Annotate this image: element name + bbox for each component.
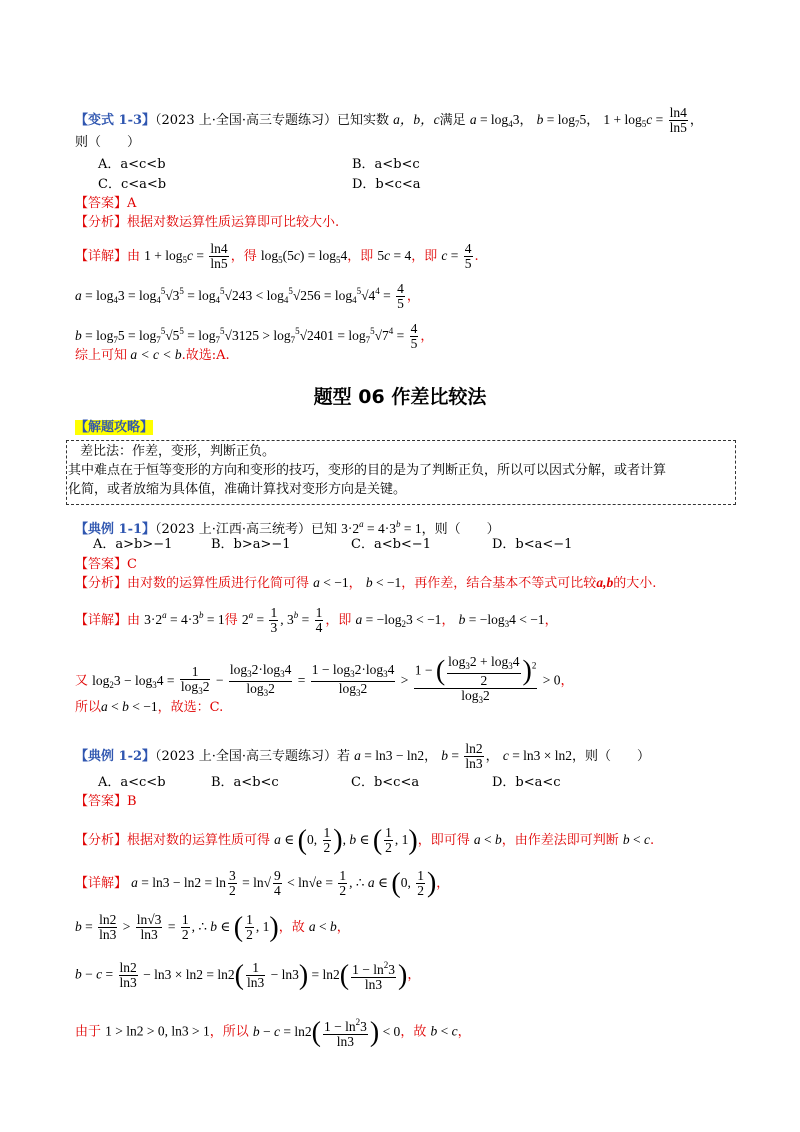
option-c-ex12: C．b<c<a [351, 775, 420, 790]
answer-ex12: 【答案】B [75, 794, 137, 809]
detail-ex12-line2: b = $\frac{\ln 2}{\ln 3}$ > $\frac{\ln√3}{\ln 3}$ = $\frac{1}{2}$ , ∴ b ∈ ( $\frac{1}{2}$ , 1)，故 a < b， [75, 911, 350, 943]
detail-ex12-line1: 【详解】 a = ln3 − ln2 = ln $\frac{3}{2}$ = ln√ $\frac{9}{4}$ < ln√e = $\frac{1}{2}$ , ∴ a ∈ (0, $\frac{1}{2}$ )， [75, 867, 450, 899]
detail-ex12-line4: 由于 1 > ln2 > 0, ln3 > 1，所以 b − c = ln2( $\frac{1 - \ln^23}{\ln 3}$ ) < 0，故 b < c， [75, 1016, 471, 1049]
analysis-ex12: 【分析】根据对数的运算性质可得 a ∈ (0, $\frac{1}{2}$ ), b ∈ ( $\frac{1}{2}$ , 1)，即可得 a < b，由作差法即可判断 b < c. [75, 824, 655, 856]
conclusion-ex11: 所以a < b < −1，故选：C. [75, 699, 224, 715]
section-title: 题型 06 作差比较法 [313, 386, 487, 408]
option-c-v13: C．c<a<b [98, 177, 167, 192]
tag-v13: 【变式 1-3】 [75, 113, 156, 128]
detail-ex12-line3: b − c = $\frac{\ln 2}{\ln 3}$ − ln3 × ln2 = ln2( $\frac{1}{\ln 3}$ − ln3) = ln2( $\frac{1 - \ln^23}{\ln 3}$ )， [75, 959, 421, 992]
detail-v13-line1: 【详解】由 $1 + \log_5c$ = $\frac{\ln 4}{\ln 5}$ ，得 $\log_5(5c) = \log_54$，即 5c = 4，即 c = $\frac{4}{5}$ . [75, 241, 479, 271]
conclusion-v13: 综上可知 a < c < b.故选:A. [75, 347, 230, 363]
option-c-ex11: C．a<b<−1 [351, 537, 431, 552]
strategy-tag-line [75, 419, 153, 437]
question-v13: 【变式 1-3】（2023 上·全国·高三专题练习）已知实数 a，b，c满足 $a = \log_43$， $b = \log_75$， $1 + \log_5c$ = $\frac{\ln 4}{\ln 5}$ ， [75, 105, 703, 135]
source-v13: （2023 上·全国·高三专题练习） [155, 113, 337, 128]
option-a-v13: A．a<c<b [98, 157, 166, 172]
option-b-ex11: B．b>a>−1 [211, 537, 291, 552]
detail-ex11-line1: 【详解】由 $3\cdot 2^a = 4\cdot 3^b = 1$得 $2^a$ = $\frac{1}{3}$ , $3^b$ = $\frac{1}{4}$ ，即 $a = -\log_23 < -1$， $b = -\log_34 < -1$， [75, 605, 558, 635]
detail-v13-line3: $b = \log_75 = \log_7^5√5^5 = \log_7^5√3125 > \log_7^5√2401 = \log_7^5√7^4$ = $\frac{4}{5}$ ， [75, 321, 434, 351]
option-d-ex11: D．b<a<−1 [492, 537, 573, 552]
strategy-tag: 【解题攻略】 [75, 420, 154, 435]
detail-ex11-line2: 又 $\log_23 - \log_34$ = $\frac{1}{\log_32}$ − $\frac{\log_32\cdot\log_34}{\log_32}$ = $\frac{1 - \log_32\cdot\log_34}{\log_32}$ > 1 − ( $\frac{\log_32 + \log_34}{2}$ )$^2$ $\log_32$ > 0， [75, 654, 574, 705]
option-a-ex11: A．a>b>−1 [93, 537, 173, 552]
answer-ex11: 【答案】C [75, 557, 137, 572]
strategy-line1: 差比法：作差，变形，判断正负。 [80, 444, 276, 459]
strategy-line3: 化简，或者放缩为具体值，准确计算找对变形方向是关键。 [68, 482, 407, 497]
strategy-line2: 其中难点在于恒等变形的方向和变形的技巧，变形的目的是为了判断正负，所以可以因式分解，或者计算 [68, 463, 667, 478]
option-b-ex12: B．a<b<c [211, 775, 279, 790]
option-d-v13: D．b<c<a [352, 177, 421, 192]
answer-v13: 【答案】A [75, 196, 137, 211]
analysis-ex11: 【分析】由对数的运算性质进行化简可得 a < −1， b < −1，再作差，结合基本不等式可比较a,b的大小. [75, 575, 657, 591]
analysis-v13: 【分析】根据对数运算性质运算即可比较大小. [75, 215, 340, 230]
ask-v13: 则（ ） [75, 135, 141, 150]
option-a-ex12: A．a<c<b [98, 775, 166, 790]
question-ex12: 【典例 1-2】（2023 上·全国·高三专题练习）若 a = ln3 − ln2， b = $\frac{\ln 2}{\ln 3}$ ， c = ln3 × ln2，则（ ） [75, 741, 651, 771]
option-b-v13: B．a<b<c [352, 157, 420, 172]
detail-v13-line2: $a = \log_43 = \log_4^5√3^5 = \log_4^5√243 < \log_4^5√256 = \log_4^5√4^4$ = $\frac{4}{5}$ ， [75, 281, 420, 311]
question-ex11: 【典例 1-1】（2023 上·江西·高三统考）已知 $3\cdot 2^a = 4\cdot 3^b = 1$，则（ ） [75, 519, 500, 537]
option-d-ex12: D．b<a<c [492, 775, 561, 790]
